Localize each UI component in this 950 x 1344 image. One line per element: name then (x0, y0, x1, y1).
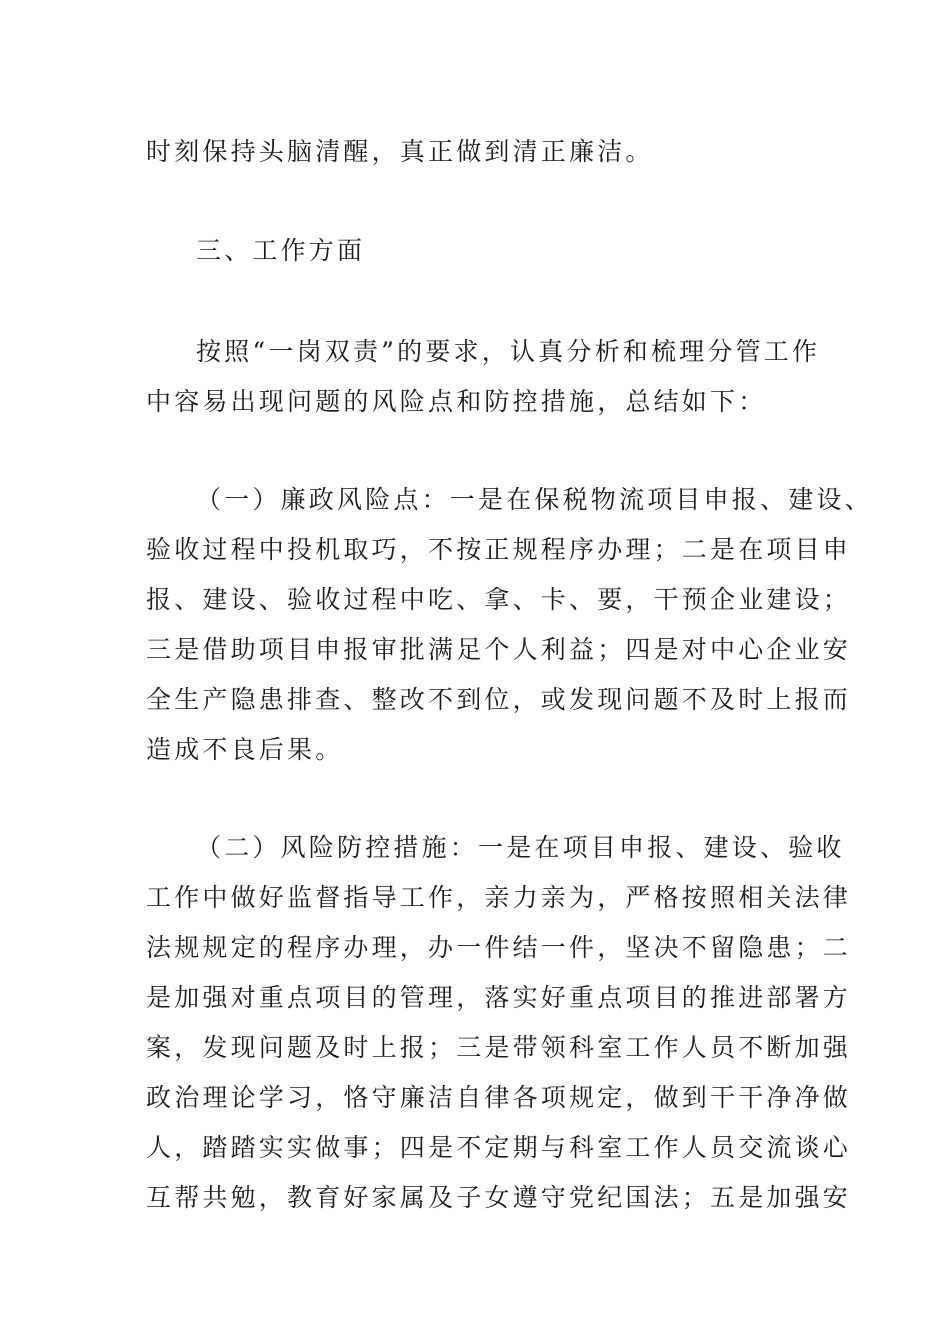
paragraph-line: 验收过程中投机取巧，不按正规程序办理；二是在项目申 (146, 535, 852, 564)
paragraph-line: （一）廉政风险点：一是在保税物流项目申报、建设、 (196, 485, 873, 514)
paragraph-line: 人，踏踏实实做事；四是不定期与科室工作人员交流谈心 (146, 1133, 852, 1162)
paragraph-line: 工作中做好监督指导工作，亲力亲为，严格按照相关法律 (146, 883, 852, 912)
paragraph-line: 政治理论学习，恪守廉洁自律各项规定，做到干干净净做 (146, 1083, 852, 1112)
paragraph-line: 案，发现问题及时上报；三是带领科室工作人员不断加强 (146, 1033, 852, 1062)
paragraph-line: 三是借助项目申报审批满足个人利益；四是对中心企业安 (146, 635, 852, 664)
paragraph-line: 按照“一岗双责”的要求，认真分析和梳理分管工作 (196, 337, 821, 366)
paragraph-line: 造成不良后果。 (146, 735, 344, 764)
paragraph-line: （二）风险防控措施：一是在项目申报、建设、验收 (196, 833, 845, 862)
paragraph-line: 报、建设、验收过程中吃、拿、卡、要，干预企业建设； (146, 585, 852, 614)
continuation-line: 时刻保持头脑清醒，真正做到清正廉洁。 (146, 137, 654, 166)
paragraph-line: 互帮共勉，教育好家属及子女遵守党纪国法；五是加强安 (146, 1183, 852, 1212)
paragraph-line: 全生产隐患排查、整改不到位，或发现问题不及时上报而 (146, 685, 852, 714)
paragraph-line: 中容易出现问题的风险点和防控措施，总结如下： (146, 387, 767, 416)
paragraph-line: 是加强对重点项目的管理，落实好重点项目的推进部署方 (146, 983, 852, 1012)
paragraph-line: 法规规定的程序办理，办一件结一件，坚决不留隐患；二 (146, 933, 852, 962)
section-heading: 三、工作方面 (196, 236, 366, 265)
